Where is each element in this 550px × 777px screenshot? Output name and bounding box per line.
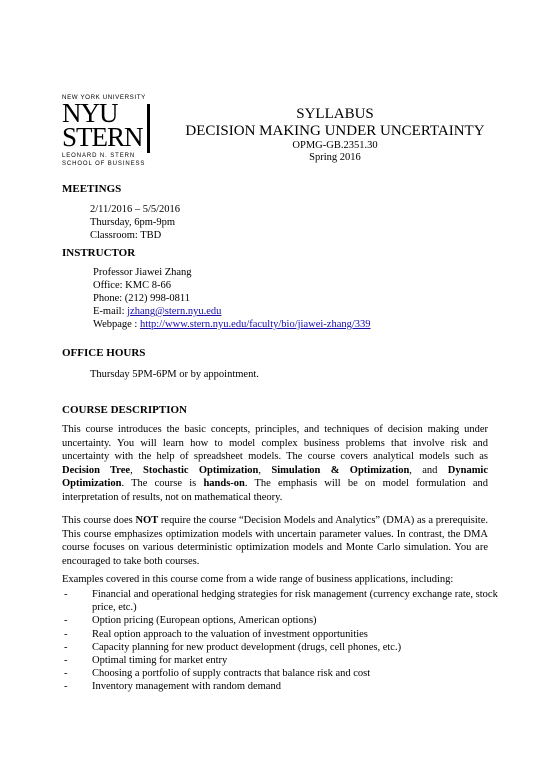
title-syllabus: SYLLABUS [296, 106, 374, 122]
description-paragraph-1 [62, 423, 488, 505]
list-item-text: Optimal timing for market entry [92, 655, 228, 667]
p2-bold-not: NOT [135, 515, 159, 526]
meetings-room: Classroom: TBD [90, 230, 162, 241]
list-item-text: Choosing a portfolio of supply contracts that balance risk and cost [92, 668, 371, 680]
list-item-text: Financial and operational hedging strategies for risk management (currency exchange rate, stock price, etc.) [92, 589, 498, 614]
logo-nyu: NYU [62, 98, 118, 128]
p1-bold-hands-on: hands-on [203, 478, 245, 490]
dash-marker: - [64, 628, 68, 640]
list-item [62, 614, 502, 627]
p1-bold-stochastic: Stochastic Optimization [143, 464, 259, 476]
p1-bold-dynamic: Dynamic Optimization [62, 464, 489, 490]
instructor-heading: INSTRUCTOR [62, 247, 136, 259]
logo-stern: STERN [62, 122, 143, 152]
dash-marker: - [64, 641, 68, 653]
p2-text-a: This course does [62, 515, 136, 526]
title-block [150, 106, 520, 164]
p1-text-c3: , and [409, 464, 448, 476]
dash-marker: - [64, 615, 68, 627]
instructor-phone: Phone: (212) 998-0811 [93, 293, 191, 304]
description-paragraph-2 [62, 514, 488, 568]
nyu-stern-logo [62, 94, 154, 174]
dash-marker: - [64, 655, 68, 667]
examples-list [62, 588, 502, 694]
p1-bold-simulation: Simulation & Optimization [271, 464, 410, 476]
meetings-dates: 2/11/2016 – 5/5/2016 [90, 204, 181, 215]
list-item [62, 628, 502, 641]
list-item [62, 641, 502, 654]
instructor-email-row [93, 305, 221, 318]
description-paragraph-3: Examples covered in this course come from a wide range of business applications, including: [62, 574, 454, 585]
meetings-time: Thursday, 6pm-9pm [90, 217, 176, 228]
logo-line2: SCHOOL OF BUSINESS [62, 161, 146, 167]
email-link[interactable]: jzhang@stern.nyu.edu [127, 306, 222, 317]
instructor-name: Professor Jiawei Zhang [93, 267, 192, 278]
p1-text-c1: , [130, 464, 144, 476]
list-item [62, 654, 502, 667]
logo-university: NEW YORK UNIVERSITY [62, 94, 146, 101]
course-code: OPMG-GB.2351.30 [292, 140, 378, 151]
list-item [62, 667, 502, 680]
instructor-web-row [93, 318, 371, 331]
p2-text-c: require the course “Decision Models and Analytics” (DMA) as a prerequisite. This course emphasizes optimization models with uncertain parameter values. In contrast, the DMA course focuses on various deterministic optimization models and Monte Carlo simulation. You are encouraged to take both courses. [62, 515, 488, 567]
meetings-heading: MEETINGS [62, 183, 122, 195]
email-label: E-mail: [93, 306, 128, 317]
course-description-heading: COURSE DESCRIPTION [62, 404, 187, 416]
web-label: Webpage : [93, 319, 140, 330]
course-term: Spring 2016 [309, 152, 361, 163]
office-hours-heading: OFFICE HOURS [62, 347, 146, 359]
office-hours-text: Thursday 5PM-6PM or by appointment. [90, 369, 259, 380]
dash-marker: - [64, 681, 68, 693]
p1-bold-decision-tree: Decision Tree [62, 464, 131, 476]
p1-text-a: This course introduces the basic concepts, principles, and techniques of decision making under uncertainty. You will learn how to model complex business problems that involve risk and uncertainty with the help of spreadsheet models. The course covers analytical models such as [62, 424, 488, 463]
title-course: DECISION MAKING UNDER UNCERTAINTY [185, 123, 485, 139]
list-item-text: Option pricing (European options, American options) [92, 615, 317, 627]
instructor-office: Office: KMC 8-66 [93, 280, 171, 291]
dash-marker: - [64, 589, 68, 600]
p1-text-c2: , [258, 464, 272, 476]
list-item-text: Capacity planning for new product development (drugs, cell phones, etc.) [92, 641, 402, 653]
p1-text-c5: . The emphasis will be on model formulation and interpretation of results, not on mathematical theory. [62, 478, 488, 503]
p1-text-c4: . The course is [121, 478, 204, 490]
dash-marker: - [64, 668, 68, 680]
list-item [62, 588, 502, 614]
list-item-text: Real option approach to the valuation of investment opportunities [92, 628, 368, 640]
webpage-link[interactable]: http://www.stern.nyu.edu/faculty/bio/jiawei-zhang/339 [139, 319, 371, 330]
list-item [62, 680, 502, 693]
logo-line1: LEONARD N. STERN [62, 153, 136, 159]
list-item-text: Inventory management with random demand [92, 681, 281, 693]
